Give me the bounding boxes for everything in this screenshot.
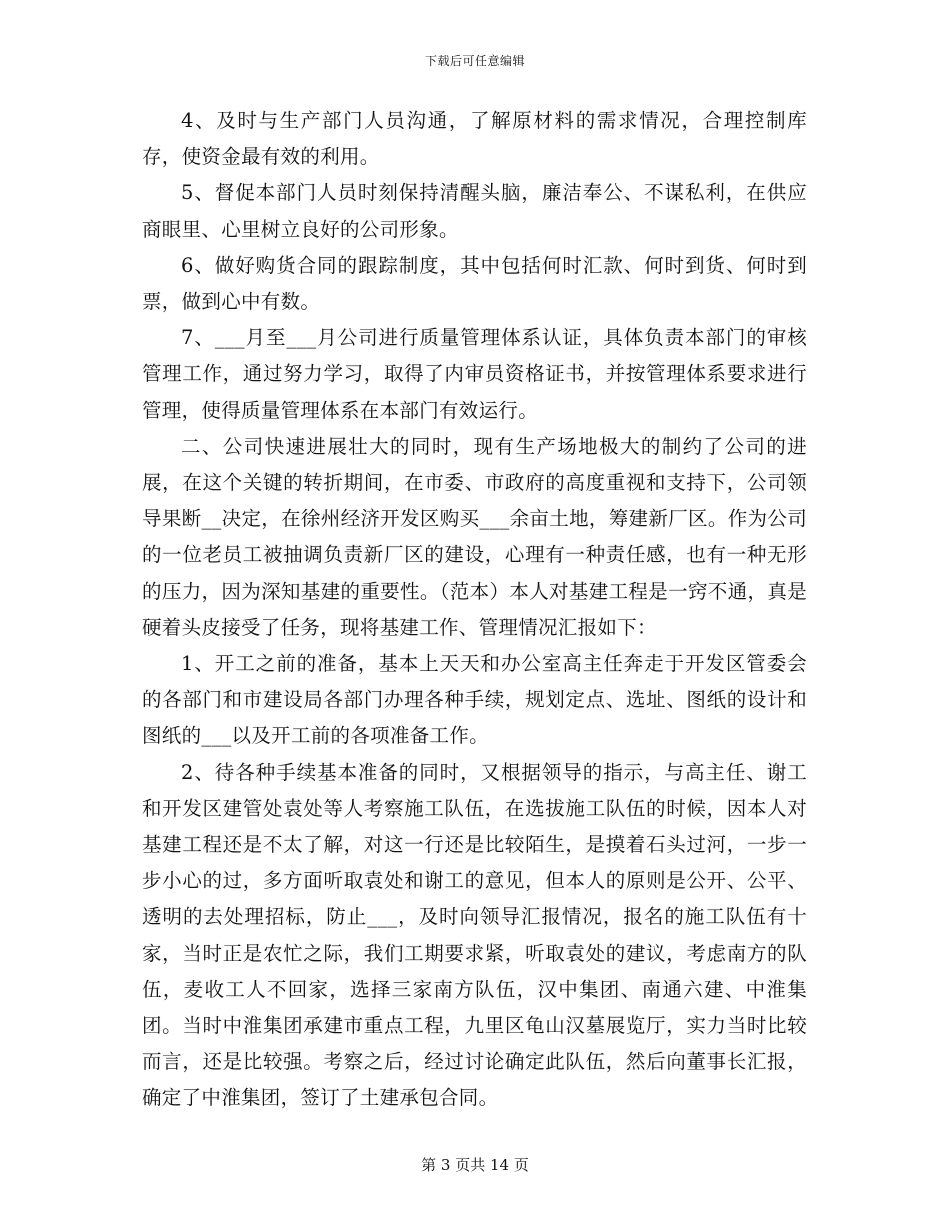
page-number: 第 3 页共 14 页 bbox=[421, 1156, 529, 1174]
page-header bbox=[0, 52, 950, 69]
header-note: 下载后可任意编辑 bbox=[424, 54, 525, 68]
page-footer bbox=[0, 1154, 950, 1175]
paragraph-subitem-1: 1、开工之前的准备，基本上天天和办公室高主任奔走于开发区管委会的各部门和市建设局各部门办理各种手续，规划定点、选址、图纸的设计和图纸的___以及开工前的各项准备工作。 bbox=[142, 652, 807, 748]
paragraph-item-4: 4、及时与生产部门人员沟通，了解原材料的需求情况，合理控制库存，使资金最有效的利用。 bbox=[142, 109, 807, 169]
paragraph-item-6: 6、做好购货合同的跟踪制度，其中包括何时汇款、何时到货、何时到票，做到心中有数。 bbox=[142, 253, 807, 314]
paragraph-item-7: 7、___月至___月公司进行质量管理体系认证，具体负责本部门的审核管理工作，通过努力学习，取得了内审员资格证书，并按管理体系要求进行管理，使得质量管理体系在本部门有效运行。 bbox=[142, 326, 807, 422]
paragraph-item-5: 5、督促本部门人员时刻保持清醒头脑，廉洁奉公、不谋私利，在供应商眼里、心里树立良好的公司形象。 bbox=[142, 181, 807, 241]
paragraph-section-2: 二、公司快速进展壮大的同时，现有生产场地极大的制约了公司的进展，在这个关键的转折期间，在市委、市政府的高度重视和支持下，公司领导果断__决定，在徐州经济开发区购买___余亩土地，筹建新厂区。作为公司的一位老员工被抽调负责新厂区的建设，心理有一种责任感，也有一种无形的压力，因为深知基建的重要性。（范本）本人对基建工程是一窍不通，真是硬着头皮接受了任务，现将基建工作、管理情况汇报如下： bbox=[142, 434, 807, 639]
paragraph-subitem-2: 2、待各种手续基本准备的同时，又根据领导的指示，与高主任、谢工和开发区建管处袁处等人考察施工队伍，在选拔施工队伍的时候，因本人对基建工程还是不太了解，对这一行还是比较陌生，是摸着石头过河，一步一步小心的过，多方面听取袁处和谢工的意见，但本人的原则是公开、公平、透明的去处理招标，防止___，及时向领导汇报情况，报名的施工队伍有十家，当时正是农忙之际，我们工期要求紧，听取袁处的建议，考虑南方的队伍，麦收工人不回家，选择三家南方队伍，汉中集团、南通六建、中淮集团。当时中淮集团承建市重点工程，九里区龟山汉墓展览厅，实力当时比较而言，还是比较强。考察之后，经过讨论确定此队伍，然后向董事长汇报，确定了中淮集团，签订了土建承包合同。 bbox=[142, 760, 807, 1110]
document-body bbox=[142, 103, 807, 1117]
